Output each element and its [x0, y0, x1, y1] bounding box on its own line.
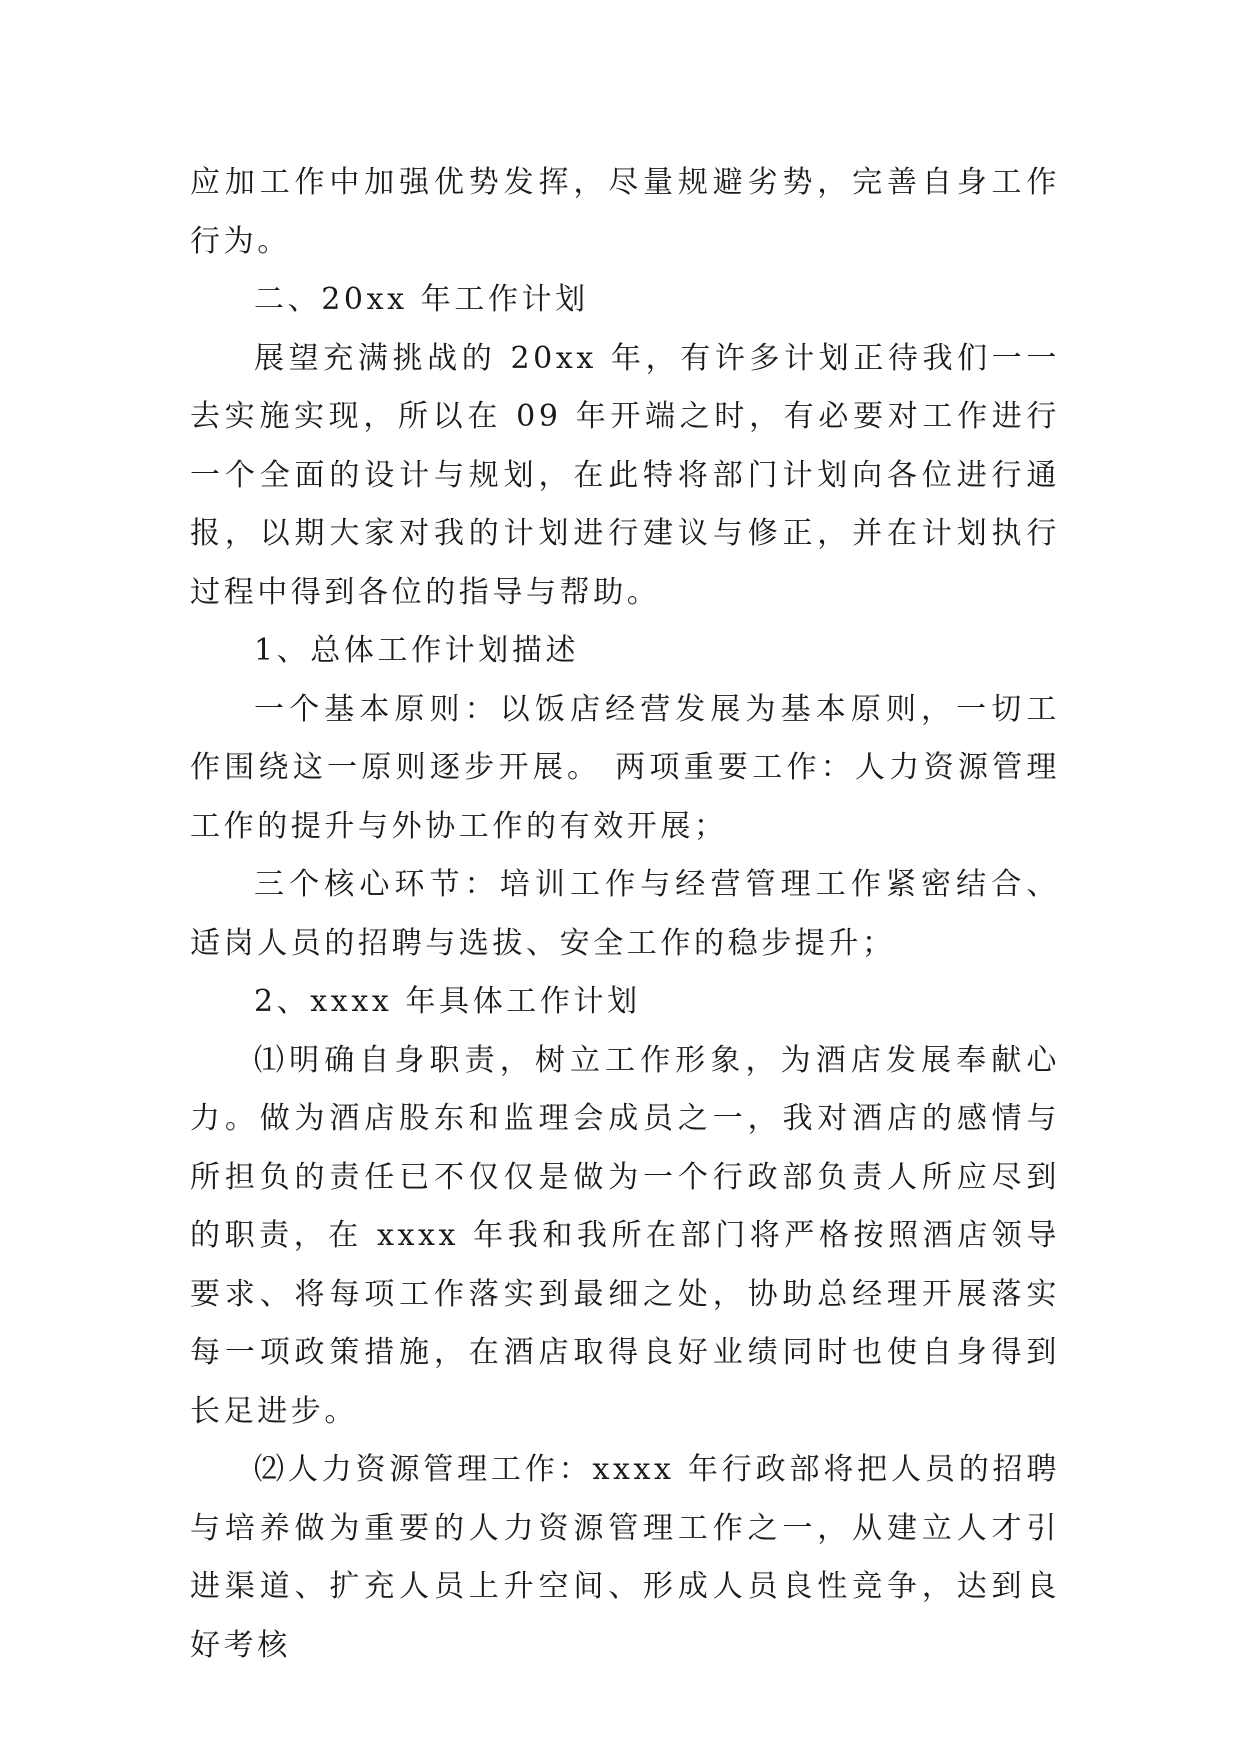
heading-specific-plan: 2、xxxx 年具体工作计划: [254, 984, 641, 1019]
paragraph-continuation: 应加工作中加强优势发挥，尽量规避劣势，完善自身工作行为。: [190, 165, 1060, 259]
paragraph-duties: ⑴明确自身职责，树立工作形象，为酒店发展奉献心力。做为酒店股东和监理会成员之一，我对酒店的感情与所担负的责任已不仅仅是做为一个行政部负责人所应尽到的职责，在 xxxx 年我和我所在部门将严格按照酒店领导要求、将每项工作落实到最细之处，协助总经理开展落实每一项政策措施，在酒店取得良好业绩同时也使自身得到长足进步。: [190, 1042, 1060, 1429]
heading-2025-plan: 二、20xx 年工作计划: [254, 282, 589, 317]
paragraph-hr-management: ⑵人力资源管理工作：xxxx 年行政部将把人员的招聘与培养做为重要的人力资源管理工作之一，从建立人才引进渠道、扩充人员上升空间、形成人员良性竞争，达到良好考核: [190, 1452, 1060, 1663]
paragraph-outlook: 展望充满挑战的 20xx 年，有许多计划正待我们一一去实施实现，所以在 09 年开端之时，有必要对工作进行一个全面的设计与规划，在此特将部门计划向各位进行通报，以期大家对我的计划进行建议与修正，并在计划执行过程中得到各位的指导与帮助。: [190, 340, 1060, 610]
heading-overall-plan: 1、总体工作计划描述: [254, 633, 580, 668]
paragraph-core-links: 三个核心环节：培训工作与经营管理工作紧密结合、适岗人员的招聘与选拔、安全工作的稳步提升；: [190, 867, 1060, 961]
document-body: [190, 154, 1060, 1675]
paragraph-basic-principle: 一个基本原则：以饭店经营发展为基本原则，一切工作围绕这一原则逐步开展。 两项重要工作：人力资源管理工作的提升与外协工作的有效开展；: [190, 691, 1060, 844]
